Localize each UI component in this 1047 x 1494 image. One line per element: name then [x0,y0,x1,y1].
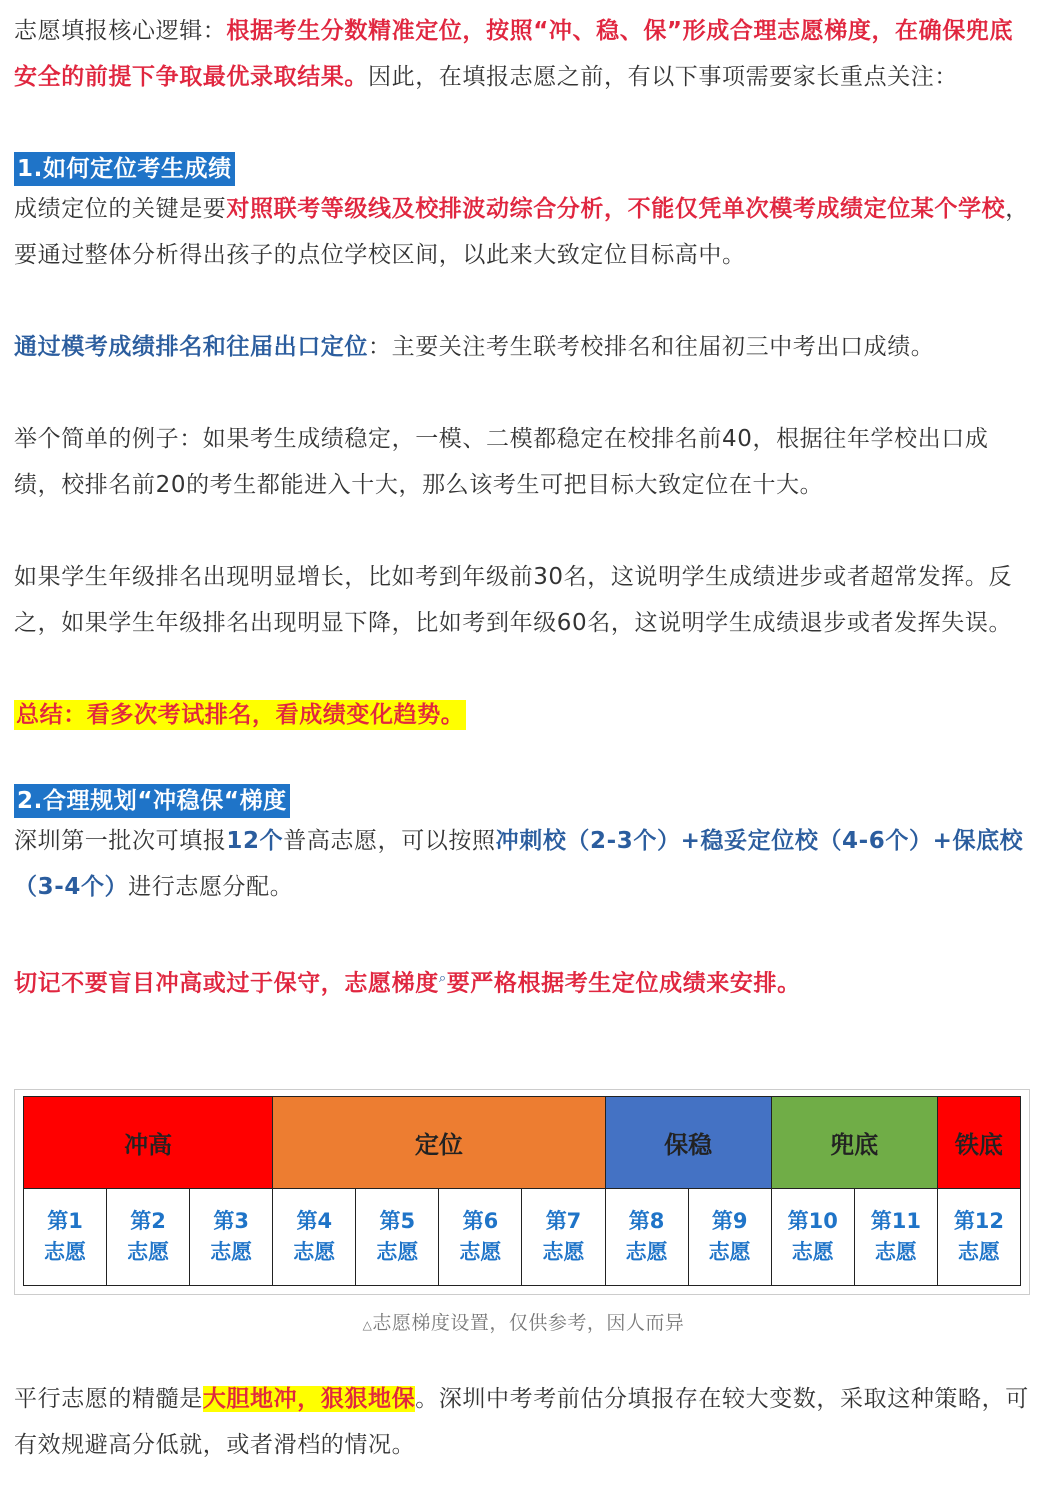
choice-cell: 第7 志愿 [522,1189,605,1286]
article [14,0,1034,1007]
choice-cell: 第10 志愿 [771,1189,854,1286]
group-cell: 兜底 [771,1097,937,1189]
choice-cell: 第5 志愿 [356,1189,439,1286]
summary-line: 总结：看多次考试排名，看成绩变化趋势。 [16,702,465,728]
choice-row [24,1189,1021,1286]
group-cell: 保稳 [605,1097,771,1189]
choice-cell: 第3 志愿 [190,1189,273,1286]
closing-block [14,1376,1034,1468]
choice-gradient-table [14,1089,1030,1295]
section1-para3: 举个简单的例子：如果考生成绩稳定，一模、二模都稳定在校排名前40，根据往年学校出口成绩，校排名前20的考生都能进入十大，那么该考生可把目标大致定位在十大。 [14,426,989,498]
closing-paragraph: 平行志愿的精髓是大胆地冲，狠狠地保。深圳中考考前估分填报存在较大变数，采取这种策略，可有效规避高分低就，或者滑档的情况。 [14,1386,1029,1458]
section2-para1: 深圳第一批次可填报12个普高志愿，可以按照冲刺校（2-3个）+稳妥定位校（4-6个）+保底校（3-4个）进行志愿分配。 [14,828,1024,900]
triangle-icon: △ [362,1318,373,1332]
choice-cell: 第1 志愿 [24,1189,107,1286]
group-cell: 铁底 [937,1097,1020,1189]
choice-cell: 第12 志愿 [937,1189,1020,1286]
section2-heading: 2.合理规划“冲稳保“梯度 [14,784,1034,818]
intro-paragraph: 志愿填报核心逻辑：根据考生分数精准定位，按照“冲、稳、保”形成合理志愿梯度，在确保兜底安全的前提下争取最优录取结果。因此，在填报志愿之前，有以下事项需要家长重点关注： [14,18,1014,90]
search-icon[interactable]: ⌕ [438,971,447,986]
warning-line: 切记不要盲目冲高或过于保守，志愿梯度⌕要严格根据考生定位成绩来安排。 [14,970,801,997]
choice-cell: 第9 志愿 [688,1189,771,1286]
section1-heading: 1.如何定位考生成绩 [14,152,1034,186]
group-row [24,1097,1021,1189]
choice-cell: 第2 志愿 [107,1189,190,1286]
choice-cell: 第8 志愿 [605,1189,688,1286]
choice-cell: 第11 志愿 [854,1189,937,1286]
group-cell: 冲高 [24,1097,273,1189]
section1-para4: 如果学生年级排名出现明显增长，比如考到年级前30名，这说明学生成绩进步或者超常发挥。反之，如果学生年级排名出现明显下降，比如考到年级60名，这说明学生成绩退步或者发挥失误。 [14,564,1013,636]
choice-cell: 第6 志愿 [439,1189,522,1286]
section1-para1: 成绩定位的关键是要对照联考等级线及校排波动综合分析，不能仅凭单次模考成绩定位某个学校，要通过整体分析得出孩子的点位学校区间，以此来大致定位目标高中。 [14,196,1029,268]
group-cell: 定位 [273,1097,605,1189]
table-caption: △志愿梯度设置，仅供参考，因人而异 [362,1312,685,1334]
section1-para2: 通过模考成绩排名和往届出口定位：主要关注考生联考校排名和往届初三中考出口成绩。 [14,334,935,360]
choice-cell: 第4 志愿 [273,1189,356,1286]
